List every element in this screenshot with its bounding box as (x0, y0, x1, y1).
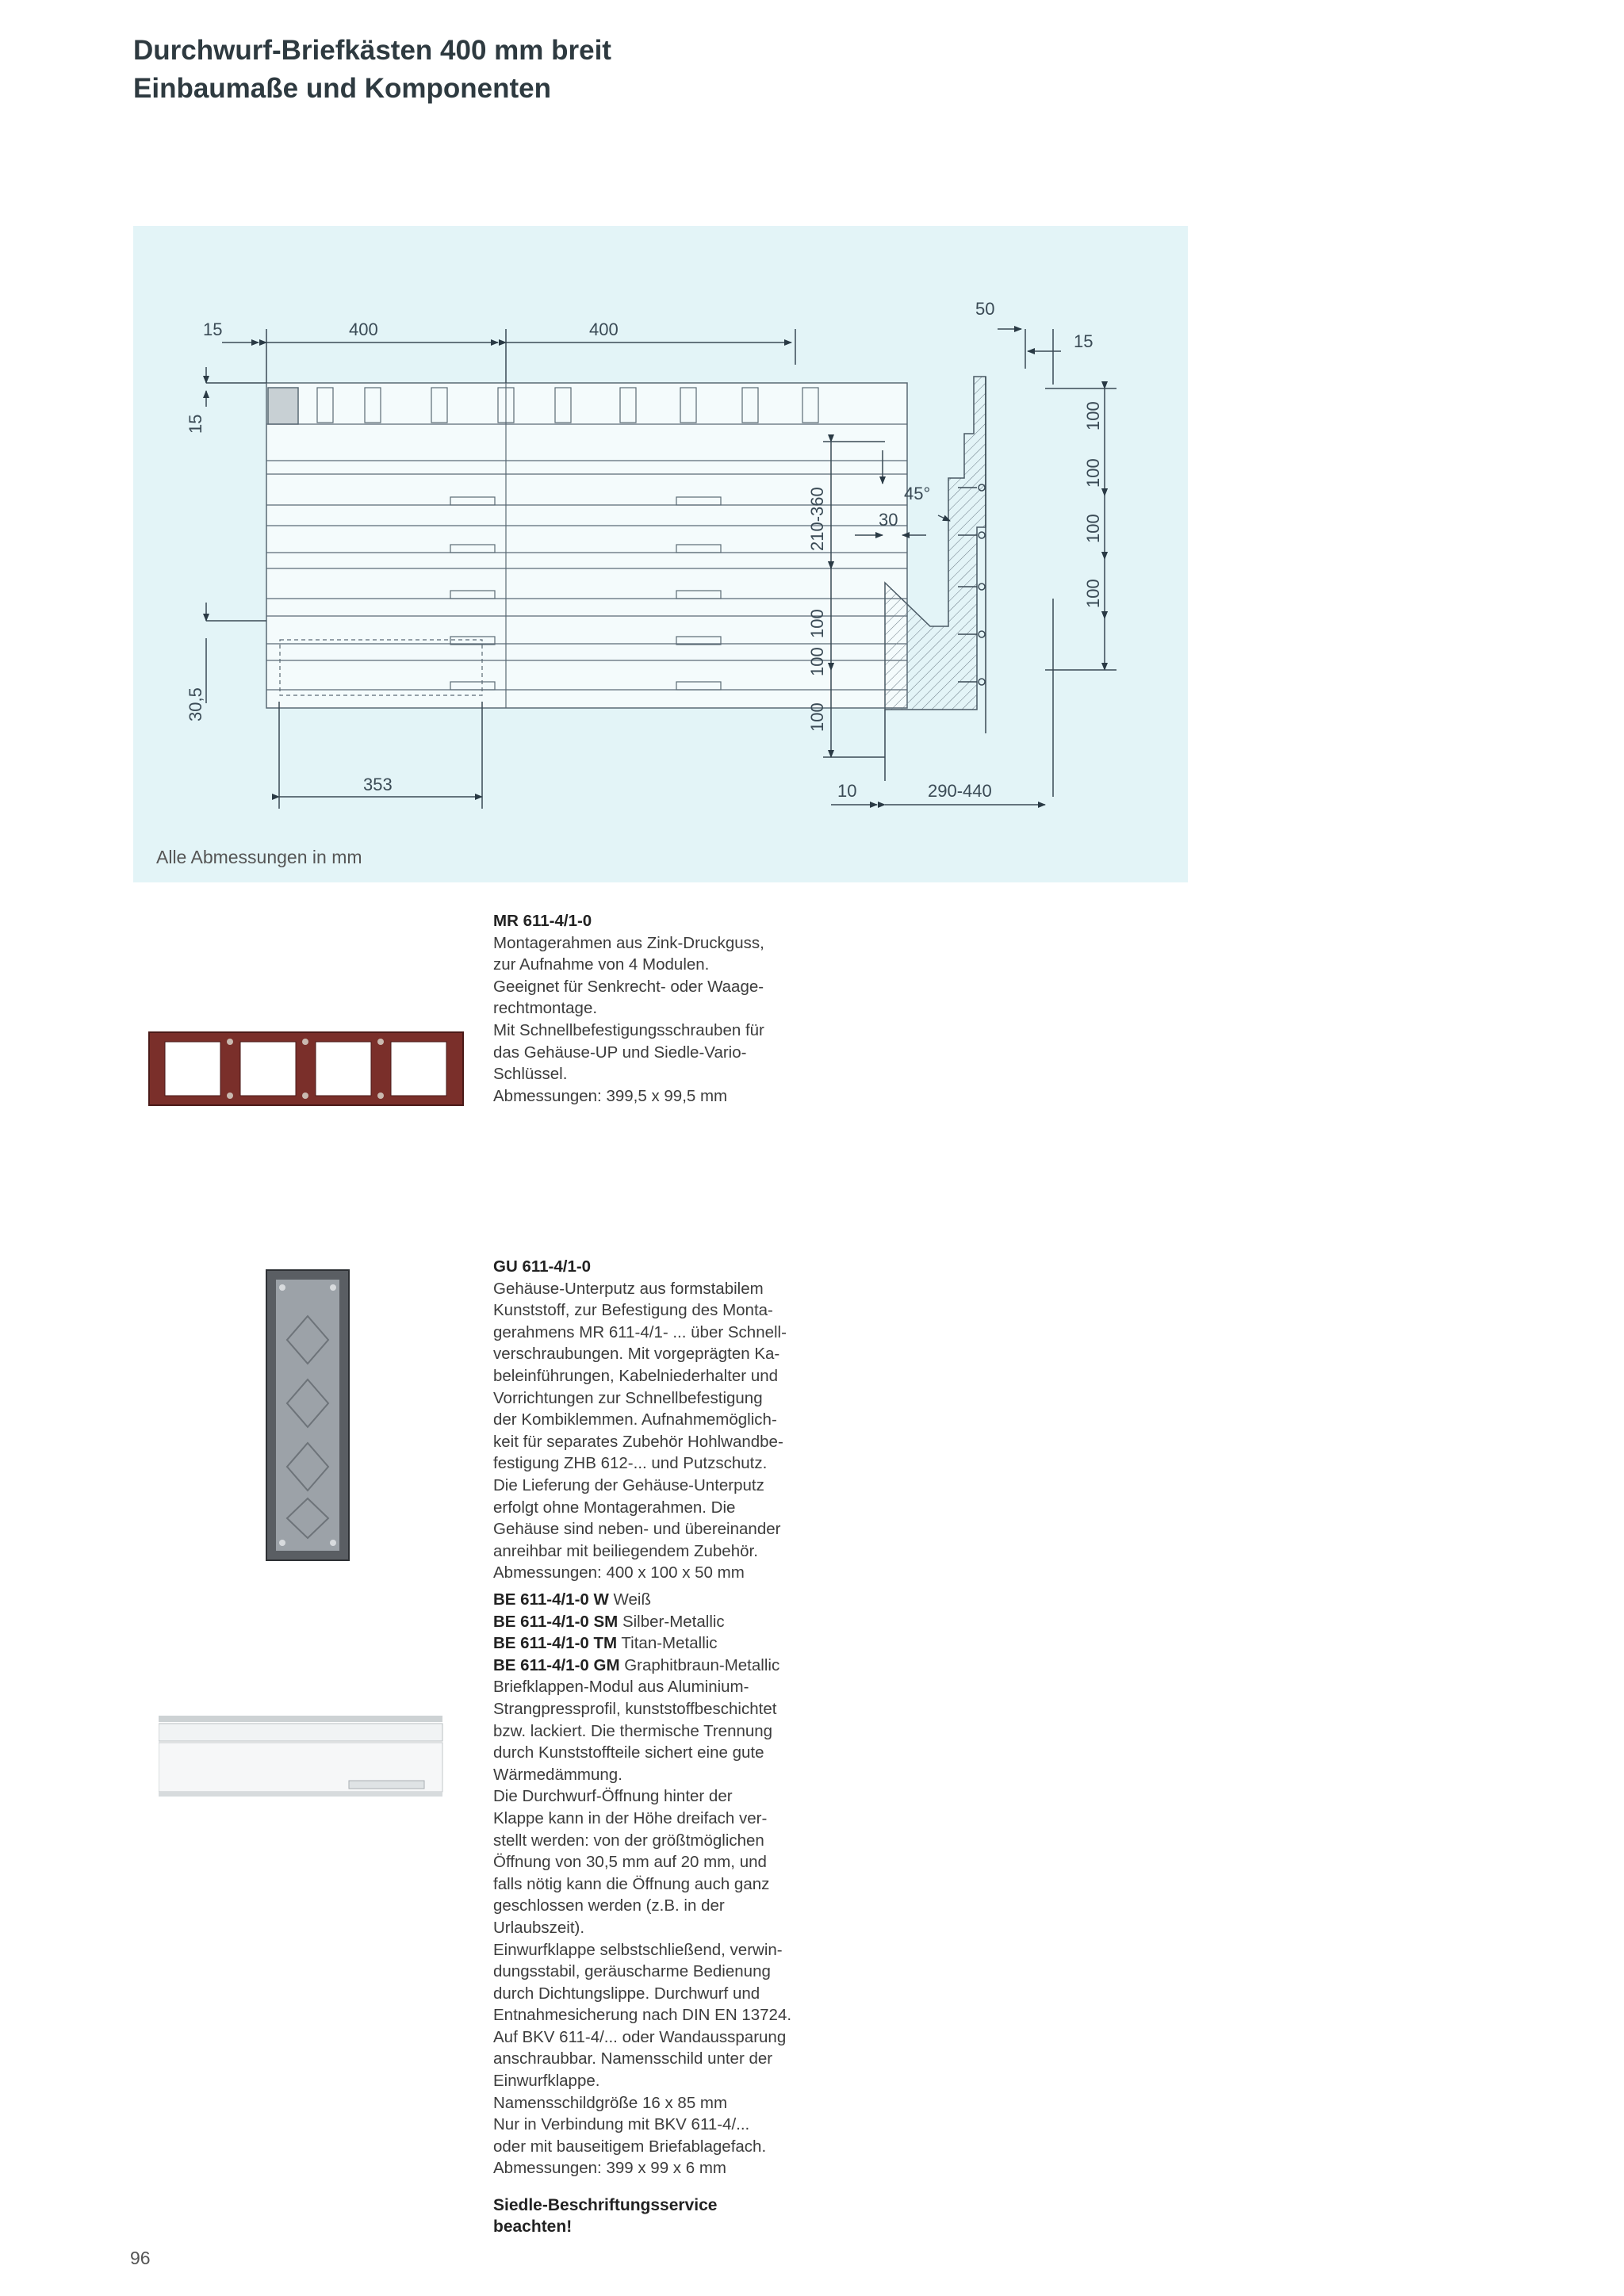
mr-line: Montagerahmen aus Zink-Druckguss, (493, 933, 764, 952)
gu-line: festigung ZHB 612-... und Putzschutz. (493, 1454, 768, 1473)
be-line: Einwurfklappe selbstschließend, verwin- (493, 1940, 783, 1959)
be-code-sm: BE 611-4/1-0 SM (493, 1612, 619, 1631)
top-dimensions (222, 329, 795, 383)
page-title (133, 32, 611, 108)
gu-line: Gehäuse-Unterputz aus formstabilem (493, 1279, 764, 1298)
dim-right-100-d: 100 (1083, 579, 1103, 608)
figure-caption: Alle Abmessungen in mm (156, 847, 362, 867)
be-code-gm: BE 611-4/1-0 GM (493, 1655, 620, 1674)
dim-10: 10 (837, 781, 857, 801)
dim-30-5: 30,5 (186, 687, 205, 721)
be-line: Urlaubszeit). (493, 1918, 585, 1937)
be-line: falls nötig kann die Öffnung auch ganz (493, 1874, 770, 1893)
be-line: Briefklappen-Modul aus Aluminium- (493, 1678, 749, 1697)
product-be (493, 1589, 858, 2179)
service-line-1: Siedle-Beschriftungsservice (493, 2196, 718, 2214)
mr-line: das Gehäuse-UP und Siedle-Vario- (493, 1043, 747, 1062)
be-line: Namensschildgröße 16 x 85 mm (493, 2093, 728, 2112)
dim-400-b: 400 (589, 320, 619, 339)
dim-15-left: 15 (186, 414, 205, 434)
dim-45-deg: 45° (904, 484, 931, 503)
dim-100-b: 100 (807, 647, 827, 676)
be-name-tm: Titan-Metallic (621, 1634, 718, 1653)
briefklappe-image (159, 1712, 444, 1800)
dimension-drawing (133, 226, 1188, 882)
title-line-2: Einbaumaße und Komponenten (133, 73, 551, 104)
be-line: durch Kunststoffteile sichert eine gute (493, 1743, 764, 1762)
montagerahmen-image (147, 1031, 465, 1107)
gu-line: Abmessungen: 400 x 100 x 50 mm (493, 1563, 745, 1582)
dim-right-100-a: 100 (1083, 401, 1103, 430)
gu-line: verschraubungen. Mit vorgeprägten Ka- (493, 1345, 780, 1364)
mr-line: Mit Schnellbefestigungsschrauben für (493, 1020, 764, 1039)
be-line: Wärmedämmung. (493, 1765, 622, 1784)
gu-line: der Kombiklemmen. Aufnahmemöglich- (493, 1410, 777, 1429)
product-mr (493, 910, 858, 1107)
gu-line: Vorrichtungen zur Schnellbefestigung (493, 1388, 763, 1407)
side-view (885, 377, 1053, 797)
be-code-tm: BE 611-4/1-0 TM (493, 1634, 618, 1653)
be-line: Strangpressprofil, kunststoffbeschichtet (493, 1699, 777, 1718)
be-name-gm: Graphitbraun-Metallic (624, 1655, 780, 1674)
gu-line: anreihbar mit beiliegendem Zubehör. (493, 1541, 758, 1560)
gu-line: keit für separates Zubehör Hohlwandbe- (493, 1432, 783, 1451)
be-line: geschlossen werden (z.B. in der (493, 1896, 725, 1915)
mr-line: zur Aufnahme von 4 Modulen. (493, 955, 710, 974)
be-line: Abmessungen: 399 x 99 x 6 mm (493, 2159, 726, 2178)
be-name-sm: Silber-Metallic (622, 1612, 725, 1631)
title-line-1: Durchwurf-Briefkästen 400 mm breit (133, 35, 611, 66)
dim-15-right: 15 (1074, 331, 1094, 351)
be-line: Klappe kann in der Höhe dreifach ver- (493, 1808, 768, 1827)
mr-line: Schlüssel. (493, 1065, 568, 1084)
be-line: Die Durchwurf-Öffnung hinter der (493, 1787, 733, 1806)
product-gu (493, 1256, 858, 1584)
be-line: oder mit bauseitigem Briefablagefach. (493, 2137, 767, 2156)
be-line: Nur in Verbindung mit BKV 611-4/... (493, 2115, 750, 2134)
service-note (493, 2195, 717, 2237)
be-line: anschraubbar. Namensschild unter der (493, 2049, 773, 2068)
be-line: bzw. lackiert. Die thermische Trennung (493, 1721, 773, 1740)
page-number: 96 (130, 2248, 151, 2268)
be-line: Einwurfklappe. (493, 2072, 600, 2091)
dim-50: 50 (975, 299, 995, 319)
dim-210-360: 210-360 (807, 487, 827, 551)
gu-line: Kunststoff, zur Befestigung des Monta- (493, 1301, 773, 1320)
gu-line: Gehäuse sind neben- und übereinander (493, 1520, 781, 1539)
gu-code: GU 611-4/1-0 (493, 1257, 592, 1276)
be-code-w: BE 611-4/1-0 W (493, 1590, 609, 1609)
be-line: Entnahmesicherung nach DIN EN 13724. (493, 2006, 792, 2025)
be-name-w: Weiß (613, 1590, 652, 1609)
dim-15-top: 15 (203, 320, 223, 339)
be-line: durch Dichtungslippe. Durchwurf und (493, 1984, 760, 2003)
dim-290-440: 290-440 (928, 781, 992, 801)
gu-line: gerahmens MR 611-4/1- ... über Schnell- (493, 1322, 787, 1341)
gu-line: Die Lieferung der Gehäuse-Unterputz (493, 1475, 764, 1494)
gu-line: erfolgt ohne Montagerahmen. Die (493, 1498, 736, 1517)
dim-100-c: 100 (807, 702, 827, 732)
technical-drawing (133, 226, 1188, 882)
gehaeuse-image (265, 1269, 350, 1562)
dim-400-a: 400 (349, 320, 378, 339)
gu-line: beleinführungen, Kabelniederhalter und (493, 1366, 779, 1385)
dim-100-a: 100 (807, 609, 827, 638)
mr-line: Geeignet für Senkrecht- oder Waage- (493, 977, 764, 996)
be-line: stellt werden: von der größtmöglichen (493, 1831, 764, 1850)
dim-30: 30 (879, 510, 898, 530)
mr-line: rechtmontage. (493, 999, 598, 1018)
dim-right-100-c: 100 (1083, 514, 1103, 543)
mr-line: Abmessungen: 399,5 x 99,5 mm (493, 1086, 728, 1105)
be-line: dungsstabil, geräuscharme Bedienung (493, 1962, 771, 1981)
dim-right-100-b: 100 (1083, 458, 1103, 488)
be-line: Öffnung von 30,5 mm auf 20 mm, und (493, 1853, 767, 1872)
be-line: Auf BKV 611-4/... oder Wandaussparung (493, 2027, 787, 2046)
mr-code: MR 611-4/1-0 (493, 912, 592, 930)
dim-353: 353 (363, 775, 393, 794)
service-line-2: beachten! (493, 2218, 573, 2236)
